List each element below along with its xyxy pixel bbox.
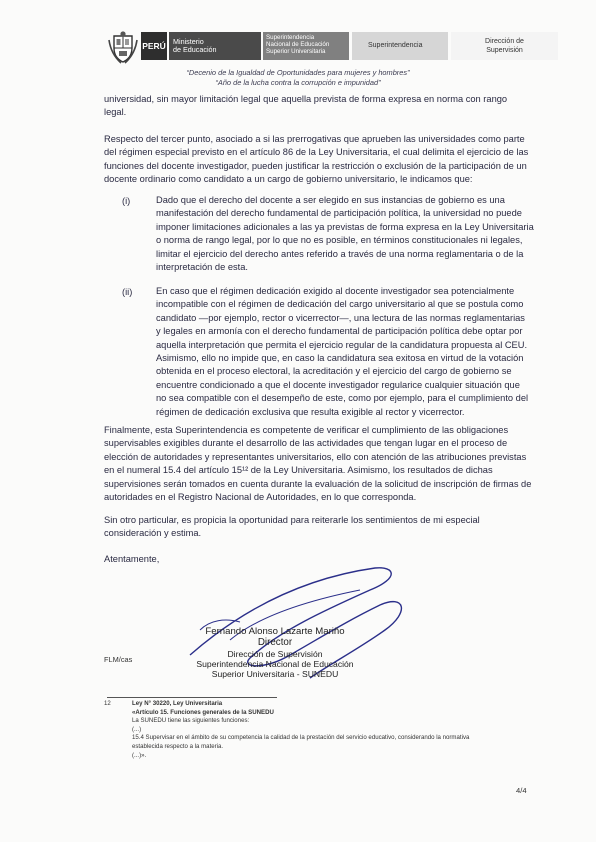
text-line: Finalmente, esta Superintendencia es competente de verificar el cumplimiento de las obligaciones [104,425,509,435]
item-ii-label: (ii) [122,287,133,297]
text-line: incompatible con el régimen de dedicación del cargo universitario al que se postula como [156,299,524,310]
signer-unit: Dirección de Supervisión [227,649,323,659]
footnote-line: «Artículo 15. Funciones generales de la SUNEDU [132,708,274,716]
text-line: Sin otro particular, es propicia la oportunidad para reiterarle los sentimientos de mi especial [104,515,480,525]
text-line: limitar el ejercicio del derecho antes referido a través de una norma reglamentaria o de la [156,248,524,259]
header-agency [263,32,349,60]
header-country: PERÚ [141,32,167,60]
text-line: y legales en armonía con el derecho fundamental de participación política debe optar por [156,326,523,337]
continuation-paragraph [104,93,540,120]
footnote-line: establecida respecto a la materia. [132,742,224,750]
footnote-number: 12 [104,700,111,707]
motto-decade: “Decenio de la Igualdad de Oportunidades para mujeres y hombres” [186,68,410,77]
ministry-line-1: Ministerio [173,37,204,46]
footnote-divider [107,697,277,698]
ministry-line-2: de Educación [173,45,217,55]
footnote-line: La SUNEDU tiene las siguientes funciones: [132,717,250,725]
header-direction [451,32,558,60]
motto-year: “Año de la lucha contra la corrupción e impunidad” [215,78,381,87]
initials: FLM/cas [104,655,133,664]
text-line: imponer limitaciones adicionales a las ya previstas de forma expresa en la Ley Universitaria [156,221,534,232]
text-line: aquella interpretación que permita el ejercicio regular de la candidatura propuesta al CEU. [156,339,528,350]
footnote-line: Ley N° 30220, Ley Universitaria [132,700,223,707]
signer-org-line-2: Superior Universitaria - SUNEDU [211,669,339,679]
text-line: legal. [104,107,127,118]
letterhead [108,30,558,64]
signer-title: Director [257,637,293,648]
footnote-line: (...) [132,725,142,733]
header-office: Superintendencia [352,32,448,60]
text-line: consideración y estima. [104,528,202,539]
agency-line-1: Superintendencia [266,34,315,41]
text-line: candidato —por ejemplo, rector o vicerrector—, una lectura de las normas reglamentarias [156,312,525,323]
footnote-text [132,700,552,760]
footnote-line: (...)». [132,751,147,759]
footnote-line: 15.4 Supervisar en el ámbito de su competencia la calidad de la prestación del servicio educativo, considerando la normativa [132,734,470,742]
signer-org-line-1: Superintendencia Nacional de Educación [196,659,354,669]
agency-line-3: Superior Universitaria [266,48,326,55]
text-line: del régimen especial previsto en el artículo 86 de la Ley Universitaria, el cual delimita el ejercicio de las [104,147,529,158]
header-ministry [169,32,261,60]
text-line: docente ordinario como candidato a un cargo de gobierno universitario, le indicamos que: [104,174,473,185]
signer-name: Fernando Alonso Lazarte Mariño [205,626,345,637]
text-line: En caso que el régimen dedicación exigido al docente investigador sea potencialmente [156,286,515,296]
direction-line-2: Supervisión [486,46,523,54]
text-line: obtenida en el proceso electoral, la acreditación y el ejercicio del cargo de gobierno se [156,366,512,377]
text-line: interpretación de esta. [156,262,248,273]
item-ii-text [156,285,540,419]
text-line: supervisiones serán tomados en cuenta durante la evaluación de la solicitud de inscripción de firmas de [104,478,532,489]
salutation: Atentamente, [104,554,160,564]
text-line: o norma de rango legal, por lo que no es posible, en términos constitucionales ni legales, [156,235,523,246]
text-line: Asimismo, ello no impide que, en caso la candidatura sea exitosa en virtud de la votación [156,353,524,364]
text-line: autoridades en el Registro Nacional de Autoridades, en lo que corresponda. [104,492,417,503]
finally-paragraph [104,424,540,504]
agency-line-2: Nacional de Educación [266,41,330,48]
text-line: régimen de dedicación exclusiva que resulta exigible al rector y vicerrector. [156,406,465,417]
closing-paragraph [104,514,540,541]
text-line: funciones del docente investigador, pueden justificar la restricción o exclusión de la participación de un [104,160,527,171]
text-line: elección de autoridades y representantes universitarios, ello con atención de las atribuciones previstas [104,451,527,462]
text-line: universidad, sin mayor limitación legal que aquella prevista de forma expresa en norma con rango [104,94,508,104]
text-line: supervisables exigibles durante el desarrollo de las actividades que tengan lugar en el proceso de [104,438,508,449]
text-line: Respecto del tercer punto, asociado a si las prerrogativas que aprueben las universidades como parte [104,134,525,144]
text-line: en el numeral 15.4 del artículo 15¹² de la Ley Universitaria. Asimismo, los resultados de dichas [104,465,493,476]
text-line: Dado que el derecho del docente a ser elegido en sus instancias de gobierno es una [156,195,505,205]
third-point-paragraph [104,133,540,187]
peru-coat-of-arms-icon [108,30,138,64]
text-line: no sea compatible con el desempeño de este, como por ejemplo, para el cumplimiento del [156,393,529,404]
item-i-label: (i) [122,196,131,206]
text-line: encuentre condicionado a que el docente investigador regularice cualquier situación que [156,379,520,390]
direction-line-1: Dirección de [485,38,524,45]
item-i-text [156,194,540,274]
text-line: manifestación del derecho fundamental de participación política, la universidad no puede [156,208,522,219]
page-number: 4/4 [516,786,527,795]
